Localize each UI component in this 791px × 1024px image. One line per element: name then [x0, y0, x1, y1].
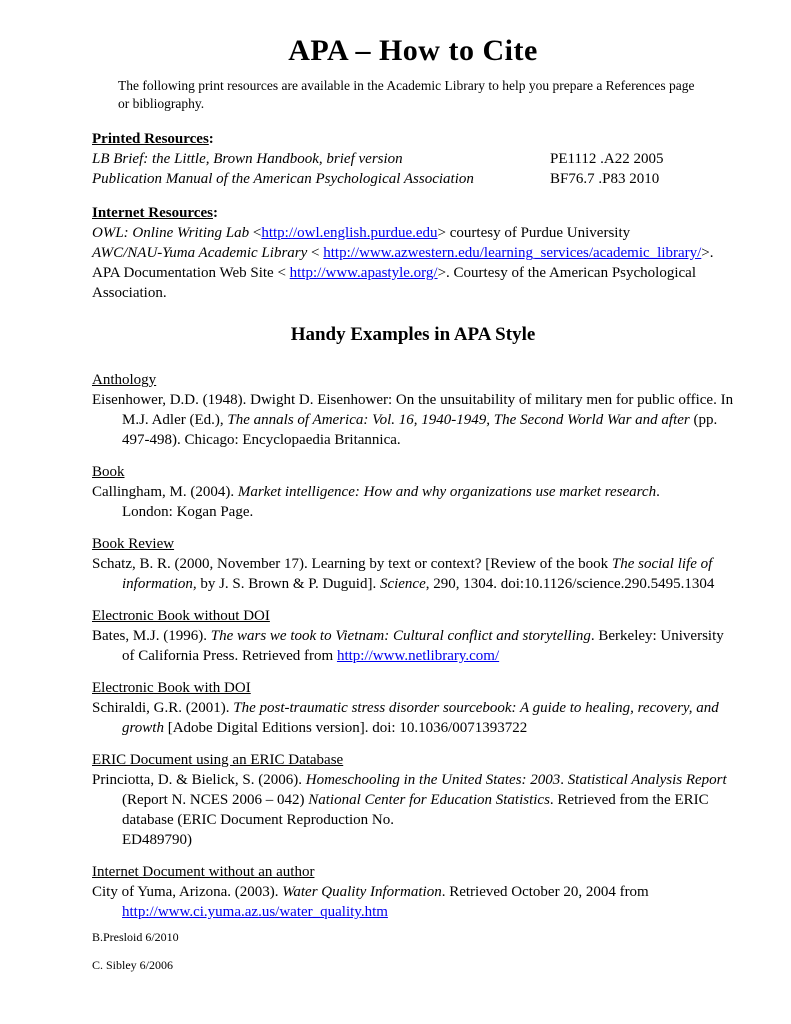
citation-text	[92, 626, 734, 666]
entry-label-row	[92, 370, 734, 390]
text-segment: > courtesy of Purdue University	[437, 224, 631, 241]
italic-text-segment: Statistical Analysis Report	[567, 771, 727, 788]
resource-title: Publication Manual of the American Psychological Association	[92, 170, 474, 187]
entry-label: Book	[92, 463, 125, 480]
text-segment: Schiraldi, G.R. (2001).	[92, 699, 234, 716]
text-segment: . Retrieved October 20, 2004 from	[441, 883, 649, 900]
text-segment: . Berkeley: University of California Press. Retrieved from	[122, 627, 724, 664]
italic-text-segment: AWC/NAU-Yuma Academic Library	[92, 244, 308, 261]
text-segment: . Retrieved from the ERIC database (ERIC Document Reproduction No.	[122, 791, 709, 828]
entry-label: Anthology	[92, 371, 157, 388]
citation-text	[92, 770, 734, 850]
entry-label-row	[92, 606, 734, 626]
entry-label: Internet Document without an author	[92, 863, 315, 880]
heading-colon: :	[208, 130, 214, 147]
text-segment: by J. S. Brown & P. Duguid].	[196, 575, 380, 592]
internet-resources-section	[92, 203, 734, 303]
heading-colon: :	[212, 204, 218, 221]
citation-text	[92, 482, 734, 522]
italic-text-segment: Homeschooling in the United States: 2003	[305, 771, 561, 788]
example-entry-eric-document	[92, 750, 734, 850]
entry-label-row	[92, 862, 734, 882]
internet-resources-heading-row	[92, 203, 734, 223]
resource-title: LB Brief: the Little, Brown Handbook, brief version	[92, 150, 403, 167]
text-segment: Schatz, B. R. (2000, November 17). Learning by text or context? [Review of the book	[92, 555, 612, 572]
italic-text-segment: The wars we took to Vietnam: Cultural conflict and storytelling	[210, 627, 591, 644]
footer	[92, 930, 179, 986]
internet-resource-line	[92, 263, 734, 303]
italic-text-segment: Science	[379, 575, 426, 592]
printed-resources-heading: Printed Resources	[92, 130, 209, 147]
text-segment: , 290, 1304. doi:10.1126/science.290.5495.1304	[425, 575, 715, 592]
text-segment: (Report N. NCES 2006 – 042)	[122, 791, 309, 808]
italic-text-segment: OWL: Online Writing Lab	[92, 224, 250, 241]
hyperlink[interactable]: http://owl.english.purdue.edu	[261, 224, 438, 241]
text-segment: Callingham, M. (2004).	[92, 483, 238, 500]
entry-label: Book Review	[92, 535, 175, 552]
footer-line-2: C. Sibley 6/2006	[92, 958, 174, 972]
hyperlink[interactable]: http://www.netlibrary.com/	[336, 647, 500, 664]
resource-call-number: PE1112 .A22 2005	[550, 150, 664, 167]
italic-text-segment: Market intelligence: How and why organizations use market research	[237, 483, 657, 500]
text-segment: (pp. 497-498). Chicago: Encyclopaedia Britannica.	[122, 411, 718, 448]
examples-heading: Handy Examples in APA Style	[290, 323, 536, 345]
italic-text-segment: The annals of America: Vol. 16, 1940-1949, The Second World War and after	[227, 411, 690, 428]
printed-resources-section	[92, 129, 734, 189]
hyperlink[interactable]: http://www.azwestern.edu/learning_services/academic_library/	[323, 244, 702, 261]
text-segment: Bates, M.J. (1996).	[92, 627, 211, 644]
text-segment: Princiotta, D. & Bielick, S. (2006).	[92, 771, 306, 788]
internet-resources-heading: Internet Resources	[92, 204, 213, 221]
text-segment: <	[249, 224, 262, 241]
italic-text-segment: The social life of information,	[122, 555, 713, 592]
entry-label-row	[92, 678, 734, 698]
entry-label: Electronic Book without DOI	[92, 607, 270, 624]
example-entry-ebook-with-doi	[92, 678, 734, 738]
hyperlink[interactable]: http://www.ci.yuma.az.us/water_quality.htm	[122, 903, 388, 920]
text-segment: City of Yuma, Arizona. (2003).	[92, 883, 283, 900]
example-entries	[92, 370, 734, 922]
text-segment: APA Documentation Web Site <	[92, 264, 290, 281]
text-segment: Eisenhower, D.D. (1948). Dwight D. Eisenhower: On the unsuitability of military men for public office. In M.J. Adler (Ed.),	[92, 391, 734, 428]
printed-resources-heading-row	[92, 129, 734, 149]
internet-resource-line	[92, 243, 734, 263]
page-title: APA – How to Cite	[288, 34, 538, 67]
italic-text-segment: National Center for Education Statistics	[308, 791, 550, 808]
example-entry-anthology	[92, 370, 734, 450]
citation-text	[92, 390, 734, 450]
italic-text-segment: The post-traumatic stress disorder sourcebook: A guide to healing, recovery, and growth	[122, 699, 719, 736]
example-entry-internet-document	[92, 862, 734, 922]
citation-text	[92, 698, 734, 738]
resource-row	[92, 149, 734, 169]
text-segment: [Adobe Digital Editions version]. doi: 10.1036/0071393722	[163, 719, 528, 736]
citation-text	[92, 554, 734, 594]
example-entry-book-review	[92, 534, 734, 594]
hyperlink[interactable]: http://www.apastyle.org/	[289, 264, 438, 281]
text-segment: >.	[701, 244, 714, 261]
text-segment: .	[560, 771, 568, 788]
footer-line-1: B.Presloid 6/2010	[92, 930, 179, 944]
entry-label-row	[92, 534, 734, 554]
entry-label-row	[92, 462, 734, 482]
text-segment: <	[307, 244, 324, 261]
text-segment: .	[656, 483, 660, 500]
text-segment: London: Kogan Page.	[122, 503, 254, 520]
text-segment: ED489790)	[122, 831, 192, 848]
example-entry-ebook-without-doi	[92, 606, 734, 666]
intro-text: The following print resources are available in the Academic Library to help you prepare a References page or bibliography.	[118, 78, 695, 111]
example-entry-book	[92, 462, 734, 522]
italic-text-segment: Water Quality Information	[282, 883, 442, 900]
entry-label-row	[92, 750, 734, 770]
internet-resource-line	[92, 223, 734, 243]
entry-label: ERIC Document using an ERIC Database	[92, 751, 344, 768]
citation-text	[92, 882, 734, 922]
resource-row	[92, 169, 734, 189]
entry-label: Electronic Book with DOI	[92, 679, 251, 696]
resource-call-number: BF76.7 .P83 2010	[550, 170, 660, 187]
text-segment: >. Courtesy of the American Psychological Association.	[92, 264, 696, 301]
